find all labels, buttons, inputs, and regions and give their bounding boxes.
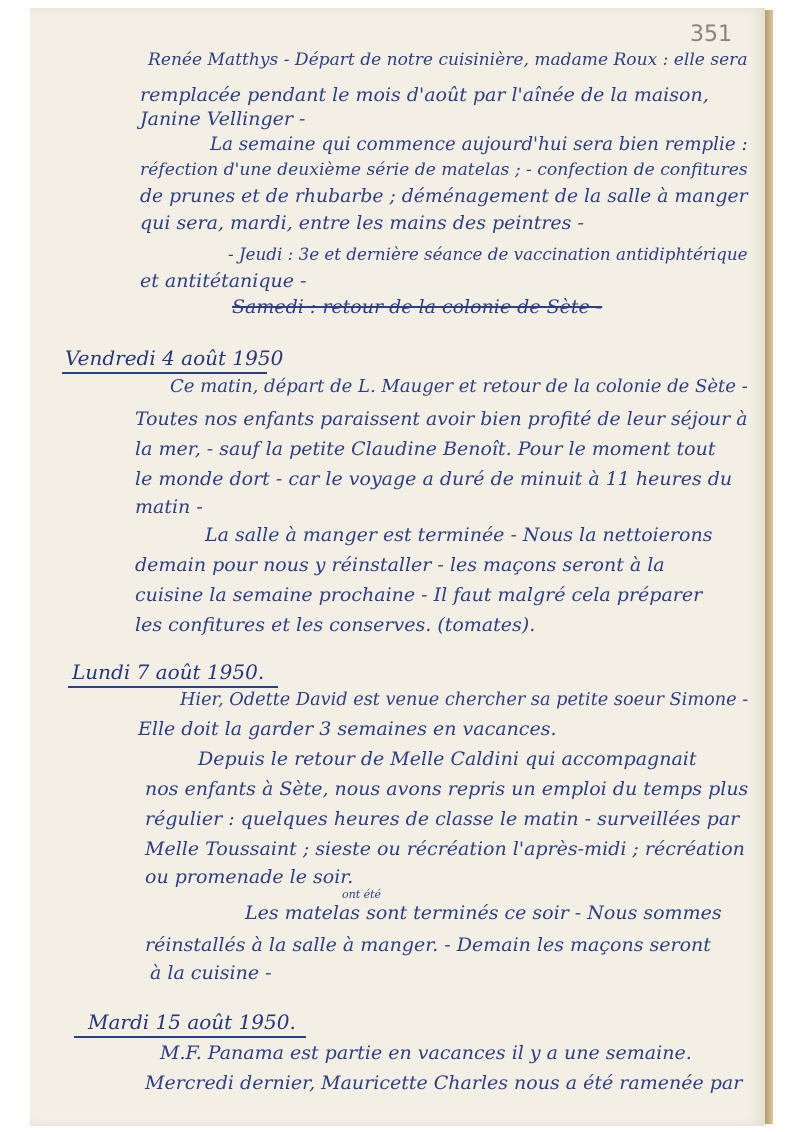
text-line: remplacée pendant le mois d'août par l'aînée de la maison,: [140, 84, 709, 106]
text-line: qui sera, mardi, entre les mains des peintres -: [140, 212, 584, 234]
text-line: le monde dort - car le voyage a duré de minuit à 11 heures du: [135, 468, 733, 490]
text-line: demain pour nous y réinstaller - les maçons seront à la: [135, 554, 665, 576]
text-line: matin -: [135, 496, 203, 518]
entry-date: Vendredi 4 août 1950: [65, 346, 284, 370]
text-line: nos enfants à Sète, nous avons repris un emploi du temps plus: [145, 778, 749, 800]
date-underline: [68, 686, 278, 688]
text-line: Toutes nos enfants paraissent avoir bien profité de leur séjour à: [135, 408, 748, 430]
text-line: Janine Vellinger -: [140, 108, 306, 130]
text-line: la mer, - sauf la petite Claudine Benoît. Pour le moment tout: [135, 438, 716, 460]
text-line: et antitétanique -: [140, 270, 307, 292]
text-line: à la cuisine -: [150, 962, 272, 984]
text-line: les confitures et les conserves. (tomates).: [135, 614, 536, 636]
text-line: régulier : quelques heures de classe le matin - surveillées par: [145, 808, 740, 830]
text-line: La semaine qui commence aujourd'hui sera bien remplie :: [210, 134, 748, 155]
text-line: Hier, Odette David est venue chercher sa petite soeur Simone -: [180, 690, 749, 710]
text-line: - Jeudi : 3e et dernière séance de vaccination antidiphtérique: [228, 244, 748, 264]
text-line: Elle doit la garder 3 semaines en vacances.: [138, 718, 557, 740]
text-line: Depuis le retour de Melle Caldini qui accompagnait: [198, 748, 697, 770]
page-number: 351: [690, 22, 732, 47]
text-line: Ce matin, départ de L. Mauger et retour de la colonie de Sète -: [170, 376, 748, 397]
struck-text-line: Samedi : retour de la colonie de Sète -: [232, 296, 603, 318]
text-line: réfection d'une deuxième série de matelas ; - confection de confitures: [140, 160, 748, 180]
text-line: cuisine la semaine prochaine - Il faut malgré cela préparer: [135, 584, 703, 606]
text-line: M.F. Panama est partie en vacances il y a une semaine.: [160, 1042, 692, 1064]
date-underline: [74, 1036, 306, 1038]
text-line: Les matelas sont terminés ce soir - Nous sommes: [245, 902, 722, 924]
entry-date: Lundi 7 août 1950.: [72, 660, 265, 684]
text-line: Melle Toussaint ; sieste ou récréation l'après-midi ; récréation: [145, 838, 745, 860]
page-edge: [765, 10, 773, 1124]
text-line: Renée Matthys - Départ de notre cuisinière, madame Roux : elle sera: [148, 50, 748, 70]
text-line: réinstallés à la salle à manger. - Demain les maçons seront: [145, 934, 711, 956]
text-line: Mercredi dernier, Mauricette Charles nous a été ramenée par: [145, 1072, 743, 1094]
text-line: La salle à manger est terminée - Nous la nettoierons: [205, 524, 713, 546]
date-underline: [62, 372, 267, 374]
text-line: ou promenade le soir.: [145, 866, 354, 888]
entry-date: Mardi 15 août 1950.: [88, 1010, 296, 1034]
interlinear-insertion: ont été: [342, 888, 382, 901]
text-line: de prunes et de rhubarbe ; déménagement de la salle à manger: [140, 186, 748, 207]
